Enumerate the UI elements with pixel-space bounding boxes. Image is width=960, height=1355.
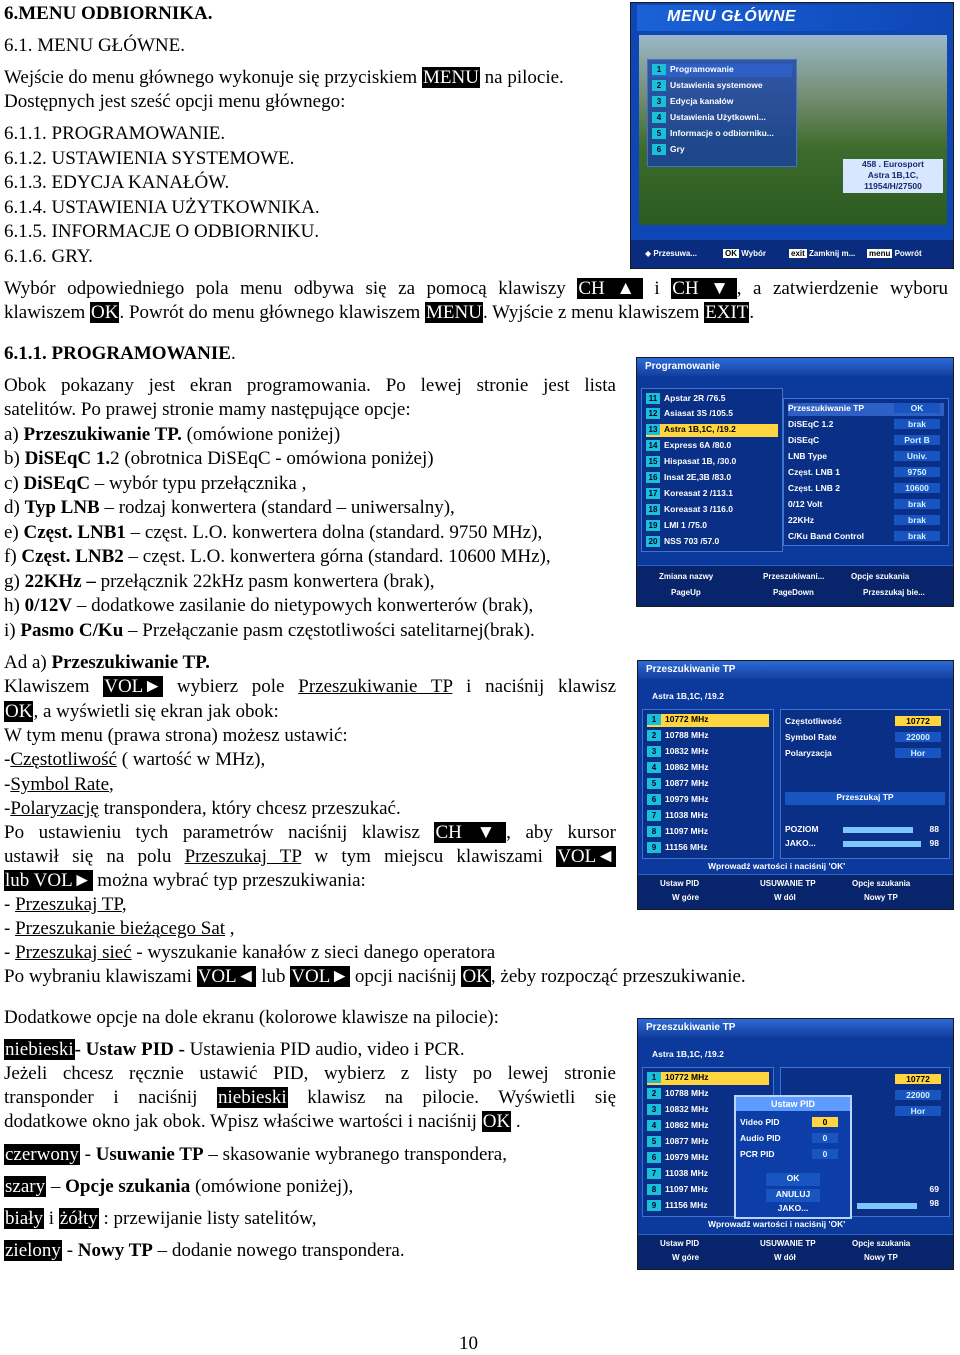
ada-heading: Ad a) Przeszukiwanie TP. [4,652,210,673]
hint-text: Wprowadź wartości i naciśnij 'OK' [708,861,846,871]
screen-title: Programowanie [637,358,953,376]
cancel-button[interactable]: ANULUJ [766,1189,820,1202]
param-row[interactable]: Polaryzacja Hor [785,748,945,761]
tp-row[interactable]: 9 11156 MHz [647,842,769,855]
screenshot-przeszukiwanie-tp [637,660,954,910]
ada-line-8: ustawił się na polu Przeszukaj TP w tym miejscu klawiszami VOL◄ [4,846,616,867]
page-number: 10 [459,1333,478,1354]
menu-item[interactable]: 4 Ustawienia Użytkowni... [652,112,792,125]
menu-item[interactable]: 2 Ustawienia systemowe [652,80,792,93]
extra-line-7: szary – Opcje szukania (omówione poniżej), [5,1176,354,1197]
ada-line-3: W tym menu (prawa strona) możesz ustawić: [4,725,348,746]
extra-line-1: Dodatkowe opcje na dole ekranu (kolorowe klawisze na pilocie): [4,1007,499,1028]
screenshot-ustaw-pid [637,1018,954,1270]
ada-line-4: -Częstotliwość ( wartość w MHz), [4,749,266,770]
tp-row-selected[interactable]: 1 10772 MHz [647,714,769,727]
ustaw-pid-popup [734,1095,852,1219]
tp-row[interactable]: 8 11097 MHz [647,826,769,839]
ada-line-7: Po ustawieniu tych parametrów naciśnij klawisz CH ▼, aby kursor [4,822,617,843]
sat-row-selected[interactable]: 13 Astra 1B,1C, /19.2 [646,424,778,437]
extra-line-4: transponder i naciśnij niebieski klawisz na pilocie. Wyświetli się [4,1087,617,1108]
prog-option: d) Typ LNB – rodzaj konwertera (standard – uniwersalny), [4,497,455,518]
ada-line-1: Klawiszem VOL► wybierz pole Przeszukiwanie TP i naciśnij klawisz [4,676,617,697]
ok-button[interactable]: OK [766,1173,820,1186]
extra-line-8: biały i żółty : przewijanie listy satelitów, [5,1208,317,1229]
sat-row[interactable]: 18 Koreasat 3 /116.0 [646,504,778,517]
menu-key: MENU [422,67,479,88]
prog-option: h) 0/12V – dodatkowe zasilanie do nietypowych konwerterów (brak), [4,595,534,616]
prog-option: c) DiSEqC – wybór typu przełącznika , [4,473,307,494]
option-row[interactable]: DiSEqC 1.2 brak [788,419,944,432]
section-heading: 6.1. MENU GŁÓWNE. [4,35,186,56]
chapter-heading: 6.MENU ODBIORNIKA. [4,3,213,24]
ada-line-12: - Przeszukaj sieć - wyszukanie kanałów z sieci danego operatora [4,942,496,963]
prog-option: g) 22KHz – przełącznik 22kHz pasm konwertera (brak), [4,571,435,592]
sat-row[interactable]: 19 LMI 1 /75.0 [646,520,778,533]
prog-option: b) DiSEqC 1.2 (obrotnica DiSEqC - omówiona poniżej) [4,448,434,469]
tp-row[interactable]: 5 10877 MHz [647,1136,769,1149]
option-row[interactable]: C/Ku Band Control brak [788,531,944,544]
tp-row[interactable]: 5 10877 MHz [647,778,769,791]
option-item: 6.1.4. USTAWIENIA UŻYTKOWNIKA. [4,197,320,218]
jako-label: JAKO... [777,1203,809,1213]
quality-value: 98 [929,1198,939,1208]
param-row: Hor [785,1106,945,1119]
ada-line-5: -Symbol Rate, [4,774,114,795]
ada-line-6: -Polaryzację transpondera, który chcesz przeszukać. [4,798,401,819]
quality-row: JAKO... 98 [785,838,939,848]
menu-item[interactable]: 5 Informacje o odbiorniku... [652,128,792,141]
option-item: 6.1.6. GRY. [4,246,93,267]
option-item: 6.1.3. EDYCJA KANAŁÓW. [4,172,230,193]
screen-title: Przeszukiwanie TP [638,661,953,679]
sat-row[interactable]: 16 Insat 2E,3B /83.0 [646,472,778,485]
sat-row[interactable]: 15 Hispasat 1B, /30.0 [646,456,778,469]
transponder-list [642,709,774,859]
tp-row[interactable]: 3 10832 MHz [647,1104,769,1117]
tp-row[interactable]: 2 10788 MHz [647,1088,769,1101]
option-row[interactable]: LNB Type Univ. [788,451,944,464]
ada-line-13: Po wybraniu klawiszami VOL◄ lub VOL► opcji naciśnij OK, żeby rozpocząć przeszukiwanie. [4,966,746,987]
extra-line-3: Jeżeli chcesz ręcznie ustawić PID, wybierz z listy po lewej stronie [4,1063,616,1084]
nav-line-2: klawiszem OK. Powrót do menu głównego klawiszem MENU. Wyjście z menu klawiszem EXIT. [4,302,755,323]
tp-row[interactable]: 4 10862 MHz [647,762,769,775]
menu-list [647,59,797,167]
option-row[interactable]: DiSEqC Port B [788,435,944,448]
sat-row[interactable]: 12 Asiasat 3S /105.5 [646,408,778,421]
tp-row[interactable]: 8 11097 MHz [647,1184,769,1197]
tp-row[interactable]: 3 10832 MHz [647,746,769,759]
level-bar [843,827,913,833]
intro-line-2: Dostępnych jest sześć opcji menu głównego: [4,91,346,112]
tp-row[interactable]: 7 11038 MHz [647,810,769,823]
option-row[interactable]: Częst. LNB 1 9750 [788,467,944,480]
sat-row[interactable]: 11 Apstar 2R /76.5 [646,393,778,406]
option-row[interactable]: 22KHz brak [788,515,944,528]
option-row[interactable]: Częst. LNB 2 10600 [788,483,944,496]
option-item: 6.1.1. PROGRAMOWANIE. [4,123,226,144]
option-item: 6.1.5. INFORMACJE O ODBIORNIKU. [4,221,320,242]
options-panel [783,398,949,546]
extra-line-5: dodatkowe okno jak obok. Wpisz właściwe wartości i naciśnij OK . [4,1111,521,1132]
channel-info: 458 . Eurosport Astra 1B,1C, 11954/H/27500 [843,159,943,193]
ada-line-2: OK, a wyświetli się ekran jak obok: [5,701,279,722]
quality-bar [843,841,921,847]
prog-line-2: satelitów. Po prawej stronie mamy następujące opcje: [4,399,411,420]
popup-title: Ustaw PID [736,1097,850,1111]
nav-line-1: Wybór odpowiedniego pola menu odbywa się za pomocą klawiszy CH ▲ i CH ▼, a zatwierdzenie wyboru [4,278,949,299]
tp-row[interactable]: 4 10862 MHz [647,1120,769,1133]
tp-row-selected[interactable]: 1 10772 MHz [647,1072,769,1085]
prog-option: f) Częst. LNB2 – częst. L.O. konwertera górna (standard. 10600 MHz), [4,546,551,567]
hint-text: Wprowadź wartości i naciśnij 'OK' [708,1219,846,1229]
prog-option: i) Pasmo C/Ku – Przełączanie pasm częstotliwości satelitarnej(brak). [4,620,535,641]
screenshot-programowanie [636,357,954,607]
scan-tp-button[interactable]: Przeszukaj TP [785,792,945,805]
satellite-name: Astra 1B,1C, /19.2 [652,1049,724,1059]
sat-row[interactable]: 14 Express 6A /80.0 [646,440,778,453]
level-value: 69 [929,1184,939,1194]
extra-line-6: czerwony - Usuwanie TP – skasowanie wybranego transpondera, [5,1144,507,1165]
prog-line-1: Obok pokazany jest ekran programowania. Po lewej stronie jest lista [4,375,616,396]
tp-params-panel [780,709,950,859]
tp-row[interactable]: 2 10788 MHz [647,730,769,743]
pid-row[interactable]: Audio PID 0 [740,1133,846,1146]
intro-line-1: Wejście do menu głównego wykonuje się przyciskiem MENU na pilocie. [4,67,564,88]
tp-row[interactable]: 6 10979 MHz [647,1152,769,1165]
tp-row[interactable]: 9 11156 MHz [647,1200,769,1213]
tp-row[interactable]: 6 10979 MHz [647,794,769,807]
prog-option: e) Częst. LNB1 – częst. L.O. konwertera dolna (standard. 9750 MHz), [4,522,543,543]
pid-row[interactable]: Video PID 0 [740,1117,846,1130]
sat-row[interactable]: 17 Koreasat 2 /113.1 [646,488,778,501]
pid-row[interactable]: PCR PID 0 [740,1149,846,1162]
menu-title: MENU GŁÓWNE [667,8,797,25]
param-row[interactable]: Częstotliwość 10772 [785,716,945,729]
ada-line-9: lub VOL► można wybrać typ przeszukiwania: [5,870,366,891]
sat-row[interactable]: 20 NSS 703 /57.0 [646,536,778,549]
programowanie-footer: Zmiana nazwy Przeszukiwani... Opcje szukania PageUp PageDown Przeszukaj bie... [637,565,953,606]
param-row: 22000 [785,1090,945,1103]
menu-item[interactable]: 3 Edycja kanałów [652,96,792,109]
option-item: 6.1.2. USTAWIENIA SYSTEMOWE. [4,148,295,169]
main-menu-footer: ◆ Przesuwa... OK Wybór exit Zamknij m... menu Powrót [631,240,953,268]
ada-line-11: - Przeszukanie bieżącego Sat , [4,918,235,939]
prog-heading: 6.1.1. PROGRAMOWANIE. [4,343,236,364]
satellite-list [641,388,783,552]
extra-line-2: niebieski- Ustaw PID - Ustawienia PID audio, video i PCR. [5,1039,465,1060]
option-row[interactable]: 0/12 Volt brak [788,499,944,512]
param-row[interactable]: Symbol Rate 22000 [785,732,945,745]
screenshot-main-menu [630,2,954,269]
ada-line-10: - Przeszukaj TP, [4,894,127,915]
option-row[interactable]: Przeszukiwanie TP OK [788,403,944,416]
screen-title: Przeszukiwanie TP [638,1019,953,1037]
tp-footer: Ustaw PID USUWANIE TP Opcje szukania W góre W dól Nowy TP [638,874,953,909]
satellite-name: Astra 1B,1C, /19.2 [652,691,724,701]
prog-option: a) Przeszukiwanie TP. (omówione poniżej) [4,424,341,445]
pid-footer: Ustaw PID USUWANIE TP Opcje szukania W góre W dół Nowy TP [638,1234,953,1269]
param-row: 10772 [785,1074,945,1087]
menu-item[interactable]: 1 Programowanie [652,64,792,77]
menu-item[interactable]: 6 Gry [652,144,792,157]
tp-row[interactable]: 7 11038 MHz [647,1168,769,1181]
extra-line-9: zielony - Nowy TP – dodanie nowego transpondera. [5,1240,405,1261]
level-row: POZIOM 88 [785,824,939,834]
